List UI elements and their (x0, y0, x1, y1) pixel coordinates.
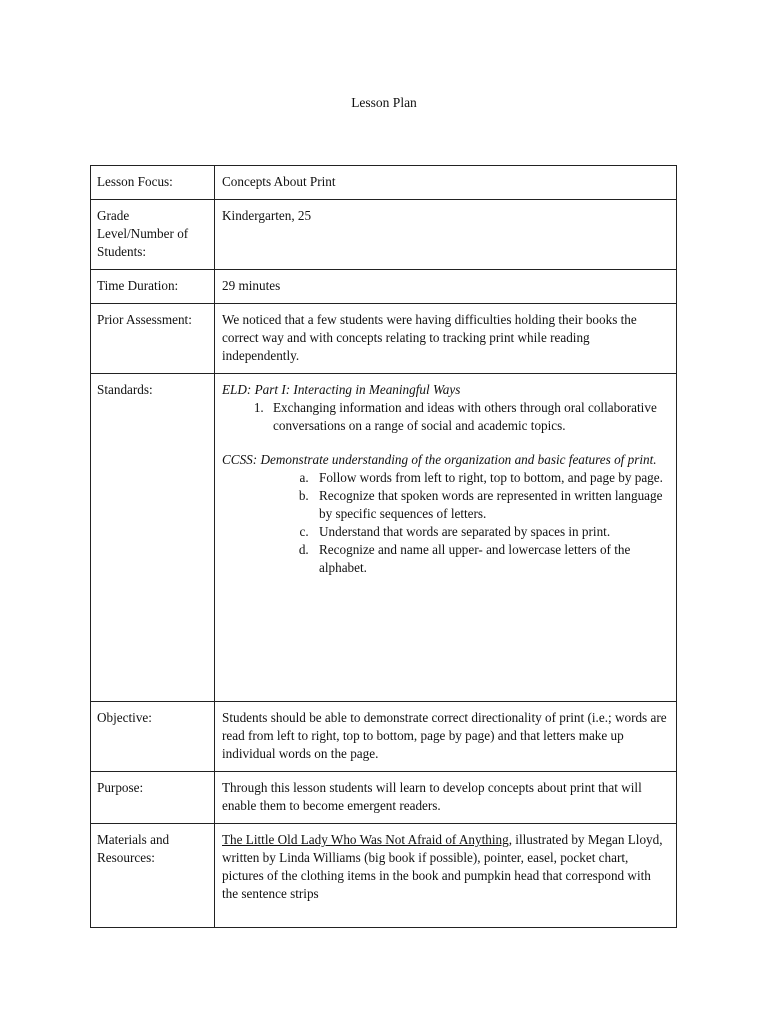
row-time-duration (91, 270, 677, 304)
grade-level-label: Grade Level/Number of Students: (91, 200, 215, 270)
ccss-list (222, 469, 670, 577)
document-title: Lesson Plan (351, 95, 417, 110)
lesson-plan-table (90, 165, 677, 928)
row-materials (91, 824, 677, 928)
time-duration-value: 29 minutes (215, 270, 677, 304)
row-lesson-focus (91, 166, 677, 200)
row-purpose (91, 772, 677, 824)
eld-heading: ELD: Part I: Interacting in Meaningful Ways (222, 382, 461, 397)
materials-value (215, 824, 677, 928)
ccss-item: a. Follow words from left to right, top to bottom, and page by page. (312, 469, 670, 487)
objective-label: Objective: (91, 702, 215, 772)
materials-label: Materials and Resources: (91, 824, 215, 928)
time-duration-label: Time Duration: (91, 270, 215, 304)
standards-label: Standards: (91, 374, 215, 702)
purpose-value: Through this lesson students will learn to develop concepts about print that will enable them to become emergent readers. (215, 772, 677, 824)
ccss-item: d. Recognize and name all upper- and lowercase letters of the alphabet. (312, 541, 670, 577)
book-title: The Little Old Lady Who Was Not Afraid of Anything (222, 832, 509, 847)
materials-text: , illustrated by Megan Lloyd, written by Linda Williams (big book if possible), pointer, easel, pocket chart, pictures of the clothing items in the book and pumpkin head that correspond with the sentence strips (222, 832, 663, 901)
eld-list (222, 399, 670, 435)
purpose-label: Purpose: (91, 772, 215, 824)
row-grade-level (91, 200, 677, 270)
standards-value (215, 374, 677, 702)
prior-assessment-value: We noticed that a few students were having difficulties holding their books the correct way and with concepts relating to tracking print while reading independently. (215, 304, 677, 374)
lesson-focus-value: Concepts About Print (215, 166, 677, 200)
lesson-focus-label: Lesson Focus: (91, 166, 215, 200)
ccss-item: c. Understand that words are separated by spaces in print. (312, 523, 670, 541)
eld-item: 1. Exchanging information and ideas with others through oral collaborative conversations on a range of social and academic topics. (267, 399, 670, 435)
ccss-heading: CCSS: Demonstrate understanding of the organization and basic features of print. (222, 452, 657, 467)
ccss-item: b. Recognize that spoken words are represented in written language by specific sequences of letters. (312, 487, 670, 523)
objective-value: Students should be able to demonstrate correct directionality of print (i.e.; words are read from left to right, top to bottom, page by page) and that letters make up individual words on the page. (215, 702, 677, 772)
prior-assessment-label: Prior Assessment: (91, 304, 215, 374)
row-prior-assessment (91, 304, 677, 374)
row-standards (91, 374, 677, 702)
row-objective (91, 702, 677, 772)
grade-level-value: Kindergarten, 25 (215, 200, 677, 270)
